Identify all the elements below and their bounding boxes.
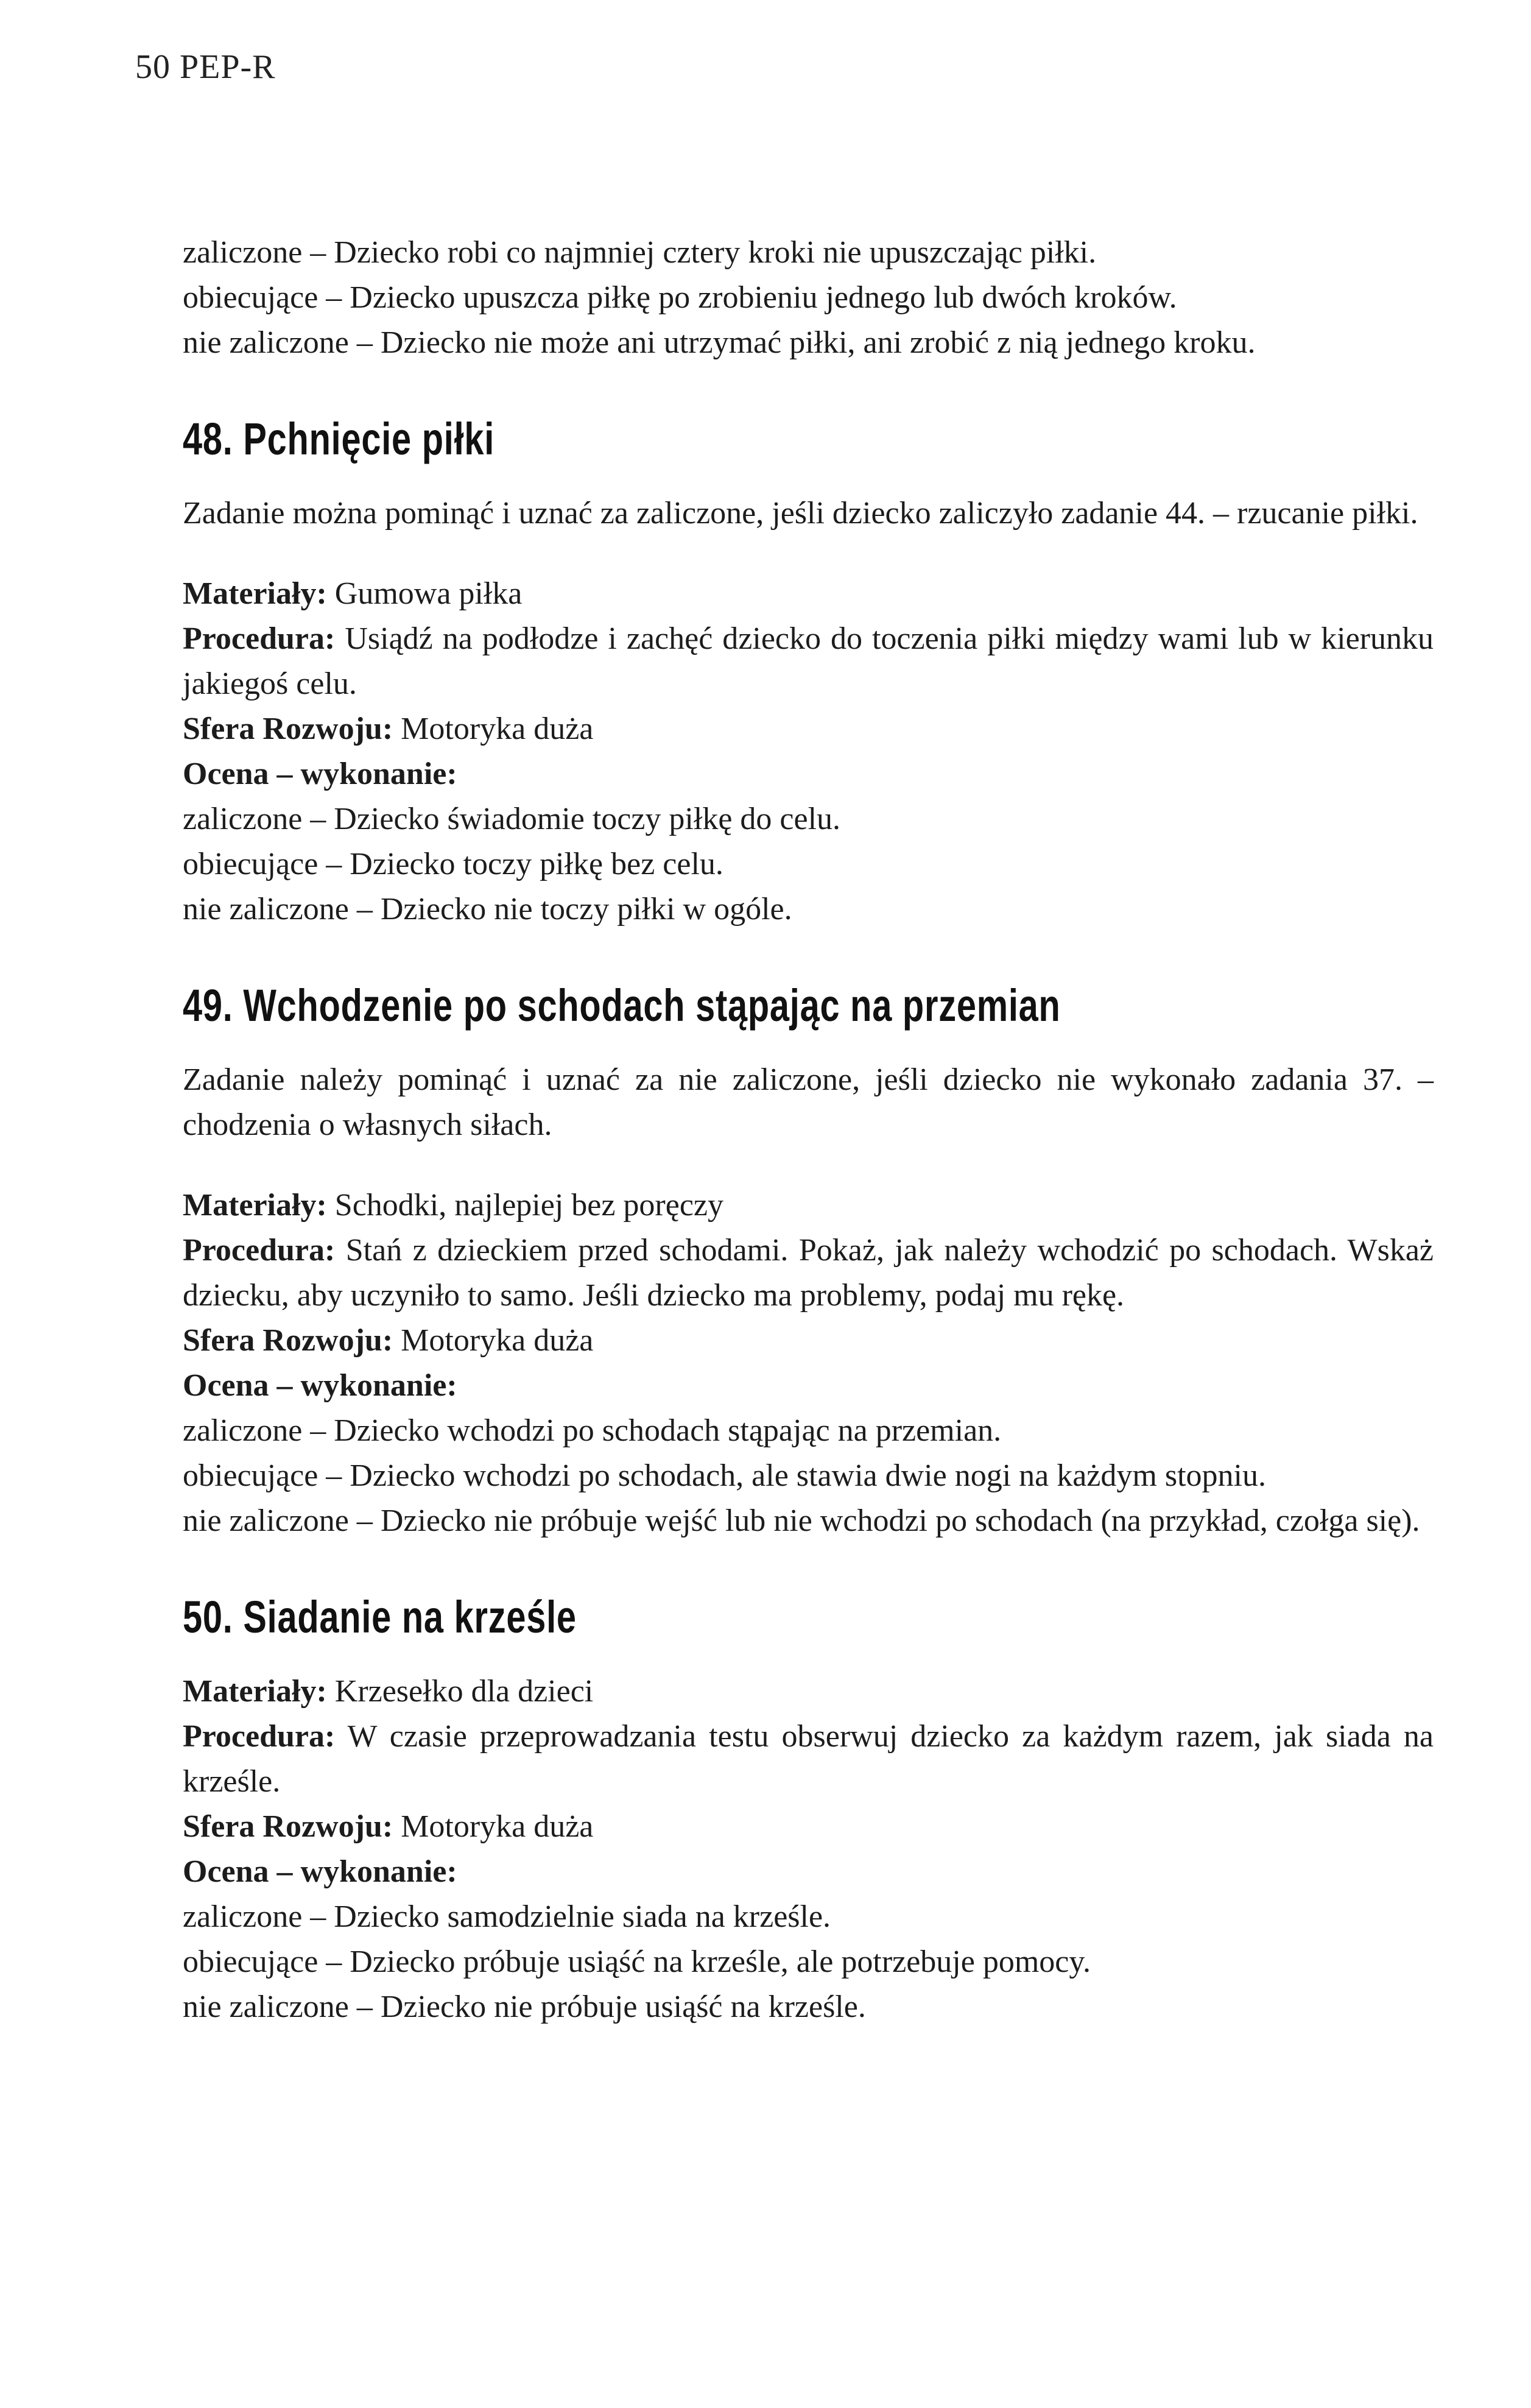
section-heading: 49. Wchodzenie po schodach stąpając na przemian — [183, 980, 1061, 1031]
sphere-text: Motoryka duża — [401, 1323, 594, 1358]
materials-label: Materiały: — [183, 1674, 327, 1709]
running-title: PEP-R — [180, 48, 276, 86]
score-line: obiecujące – Dziecko upuszcza piłkę po zrobieniu jednego lub dwóch kroków. — [183, 280, 1177, 315]
materials-line — [183, 571, 1434, 616]
procedure-text: Stań z dzieckiem przed schodami. Pokaż, jak należy wchodzić po schodach. Wskaż dziecku, aby uczyniło to samo. Jeśli dziecko ma problemy, podaj mu rękę. — [183, 1233, 1434, 1313]
sphere-line — [183, 1804, 1434, 1849]
sphere-line — [183, 1318, 1434, 1363]
score-line: obiecujące – Dziecko toczy piłkę bez celu. — [183, 847, 723, 881]
procedure-label: Procedura: — [183, 1719, 336, 1754]
score-line: obiecujące – Dziecko próbuje usiąść na krześle, ale potrzebuje pomocy. — [183, 1944, 1091, 1979]
section-49 — [183, 972, 1434, 1544]
materials-text: Krzesełko dla dzieci — [334, 1674, 594, 1709]
score-line: nie zaliczone – Dziecko nie próbuje wejść lub nie wchodzi po schodach (na przykład, czołga się). — [183, 1503, 1420, 1538]
score-line: zaliczone – Dziecko wchodzi po schodach stąpając na przemian. — [183, 1413, 1002, 1448]
procedure-label: Procedura: — [183, 621, 336, 656]
score-line: obiecujące – Dziecko wchodzi po schodach, ale stawia dwie nogi na każdym stopniu. — [183, 1458, 1266, 1493]
page-header — [135, 48, 276, 87]
sphere-text: Motoryka duża — [401, 711, 594, 746]
score-line: zaliczone – Dziecko samodzielnie siada na krześle. — [183, 1899, 831, 1934]
score-line: zaliczone – Dziecko świadomie toczy piłkę do celu. — [183, 802, 841, 836]
procedure-label: Procedura: — [183, 1233, 336, 1268]
materials-label: Materiały: — [183, 576, 327, 611]
section-note: Zadanie można pominąć i uznać za zaliczone, jeśli dziecko zaliczyło zadanie 44. – rzucanie piłki. — [183, 496, 1418, 531]
procedure-line — [183, 1714, 1434, 1804]
section-48 — [183, 406, 1434, 932]
page-number: 50 — [135, 48, 171, 86]
score-line: nie zaliczone – Dziecko nie może ani utrzymać piłki, ani zrobić z nią jednego kroku. — [183, 325, 1256, 360]
procedure-text: W czasie przeprowadzania testu obserwuj dziecko za każdym razem, jak siada na krześle. — [183, 1719, 1434, 1799]
section-heading: 48. Pchnięcie piłki — [183, 414, 495, 464]
sphere-label: Sfera Rozwoju: — [183, 1809, 393, 1844]
rating-label: Ocena – wykonanie: — [183, 757, 457, 791]
score-line: nie zaliczone – Dziecko nie próbuje usiąść na krześle. — [183, 1990, 866, 2024]
sphere-label: Sfera Rozwoju: — [183, 711, 393, 746]
intro-scores — [183, 230, 1434, 365]
rating-label: Ocena – wykonanie: — [183, 1854, 457, 1889]
procedure-line — [183, 616, 1434, 707]
materials-line — [183, 1183, 1434, 1228]
sphere-text: Motoryka duża — [401, 1809, 594, 1844]
rating-scores — [183, 1894, 1434, 2030]
score-line: nie zaliczone – Dziecko nie toczy piłki w ogóle. — [183, 892, 792, 927]
rating-label: Ocena – wykonanie: — [183, 1368, 457, 1403]
rating-scores — [183, 797, 1434, 932]
sphere-label: Sfera Rozwoju: — [183, 1323, 393, 1358]
section-50 — [183, 1584, 1434, 2030]
section-note: Zadanie należy pominąć i uznać za nie zaliczone, jeśli dziecko nie wykonało zadania 37. – chodzenia o własnych siłach. — [183, 1062, 1434, 1142]
page-content — [183, 230, 1434, 2030]
procedure-text: Usiądź na podłodze i zachęć dziecko do toczenia piłki między wami lub w kierunku jakiegoś celu. — [183, 621, 1434, 701]
rating-scores — [183, 1408, 1434, 1544]
materials-line — [183, 1669, 1434, 1714]
materials-label: Materiały: — [183, 1188, 327, 1223]
materials-text: Gumowa piłka — [334, 576, 523, 611]
section-heading: 50. Siadanie na krześle — [183, 1592, 577, 1642]
materials-text: Schodki, najlepiej bez poręczy — [334, 1188, 723, 1223]
procedure-line — [183, 1228, 1434, 1318]
score-line: zaliczone – Dziecko robi co najmniej cztery kroki nie upuszczając piłki. — [183, 235, 1097, 270]
sphere-line — [183, 707, 1434, 752]
